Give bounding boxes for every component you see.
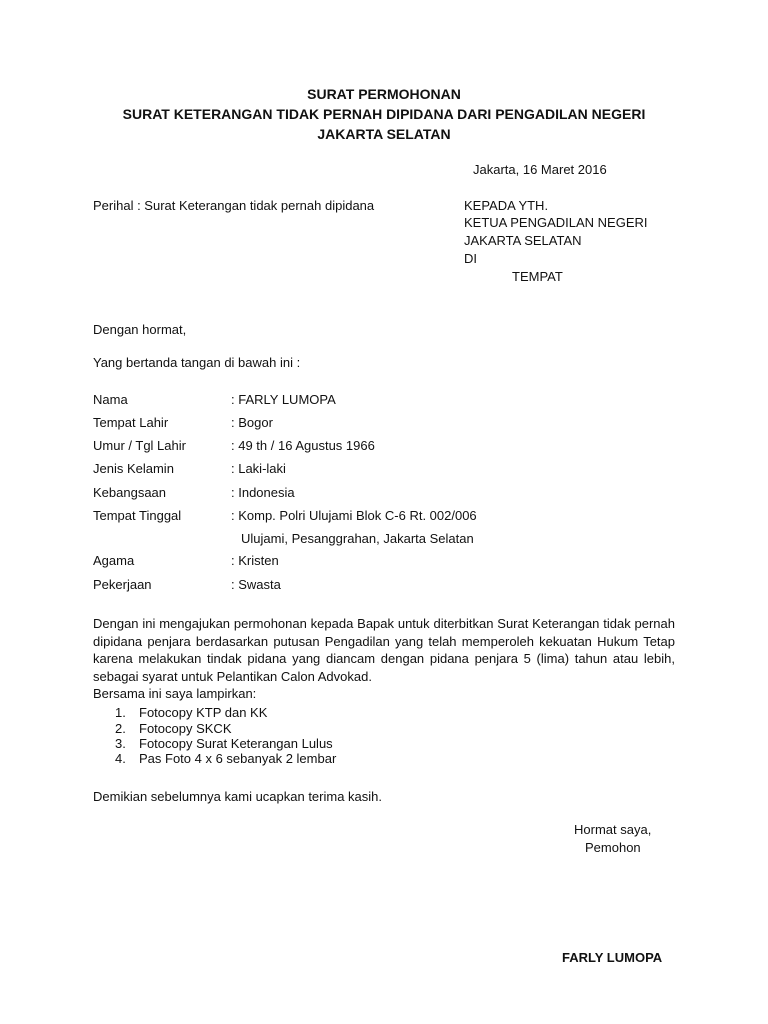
field-label-jenis-kelamin: Jenis Kelamin [93,461,174,476]
field-label-umur: Umur / Tgl Lahir [93,438,186,453]
field-value-tempat-tinggal: : Komp. Polri Ulujami Blok C-6 Rt. 002/006 [231,508,477,523]
attachment-text: Pas Foto 4 x 6 sebanyak 2 lembar [139,751,337,766]
signature-name: FARLY LUMOPA [562,950,663,965]
field-value-kebangsaan: : Indonesia [231,485,295,500]
greeting: Dengan hormat, [93,322,187,337]
attachment-number: 2. [115,721,126,736]
field-label-kebangsaan: Kebangsaan [93,485,167,500]
title-line-3: JAKARTA SELATAN [317,126,451,142]
recipient-line-5: TEMPAT [512,269,563,284]
recipient-line-2: KETUA PENGADILAN NEGERI [464,215,648,230]
recipient-line-3: JAKARTA SELATAN [464,233,582,248]
field-label-tempat-lahir: Tempat Lahir [93,415,169,430]
attachment-list [93,705,493,775]
attachment-text: Fotocopy Surat Keterangan Lulus [139,736,333,751]
body-paragraph: Dengan ini mengajukan permohonan kepada Bapak untuk diterbitkan Surat Keterangan tidak pernah dipidana penjara berdasarkan putusan Pengadilan yang telah memperoleh kekuatan Hukum Tetap karena melakukan tindak pidana yang diancam dengan pidana penjara 5 (lima) tahun atau lebih, sebagai syarat untuk Pelantikan Calon Advokad. [93,616,675,684]
field-value-agama: : Kristen [231,553,279,568]
field-label-pekerjaan: Pekerjaan [93,577,152,592]
attachment-text: Fotocopy KTP dan KK [139,705,268,720]
intro-line: Yang bertanda tangan di bawah ini : [93,355,301,370]
field-label-nama: Nama [93,392,128,407]
field-value-nama: : FARLY LUMOPA [231,392,336,407]
subject-line: Perihal : Surat Keterangan tidak pernah dipidana [93,198,375,213]
field-value-jenis-kelamin: : Laki-laki [231,461,286,476]
signature-regards: Hormat saya, [574,822,652,837]
attachments-intro: Bersama ini saya lampirkan: [93,686,257,701]
closing-line: Demikian sebelumnya kami ucapkan terima kasih. [93,789,383,804]
recipient-line-1: KEPADA YTH. [464,198,549,213]
field-value-pekerjaan: : Swasta [231,577,281,592]
recipient-line-4: DI [464,251,477,266]
field-value-tempat-lahir: : Bogor [231,415,273,430]
field-label-tempat-tinggal: Tempat Tinggal [93,508,182,523]
attachment-number: 4. [115,751,126,766]
attachment-text: Fotocopy SKCK [139,721,232,736]
attachment-number: 1. [115,705,126,720]
attachment-number: 3. [115,736,126,751]
field-value-umur: : 49 th / 16 Agustus 1966 [231,438,375,453]
title-line-2: SURAT KETERANGAN TIDAK PERNAH DIPIDANA DARI PENGADILAN NEGERI [122,106,646,122]
letter-date: Jakarta, 16 Maret 2016 [473,162,607,177]
title-line-1: SURAT PERMOHONAN [307,86,461,102]
field-label-agama: Agama [93,553,135,568]
field-value-tempat-tinggal-2: Ulujami, Pesanggrahan, Jakarta Selatan [241,531,474,546]
signature-role: Pemohon [585,840,641,855]
